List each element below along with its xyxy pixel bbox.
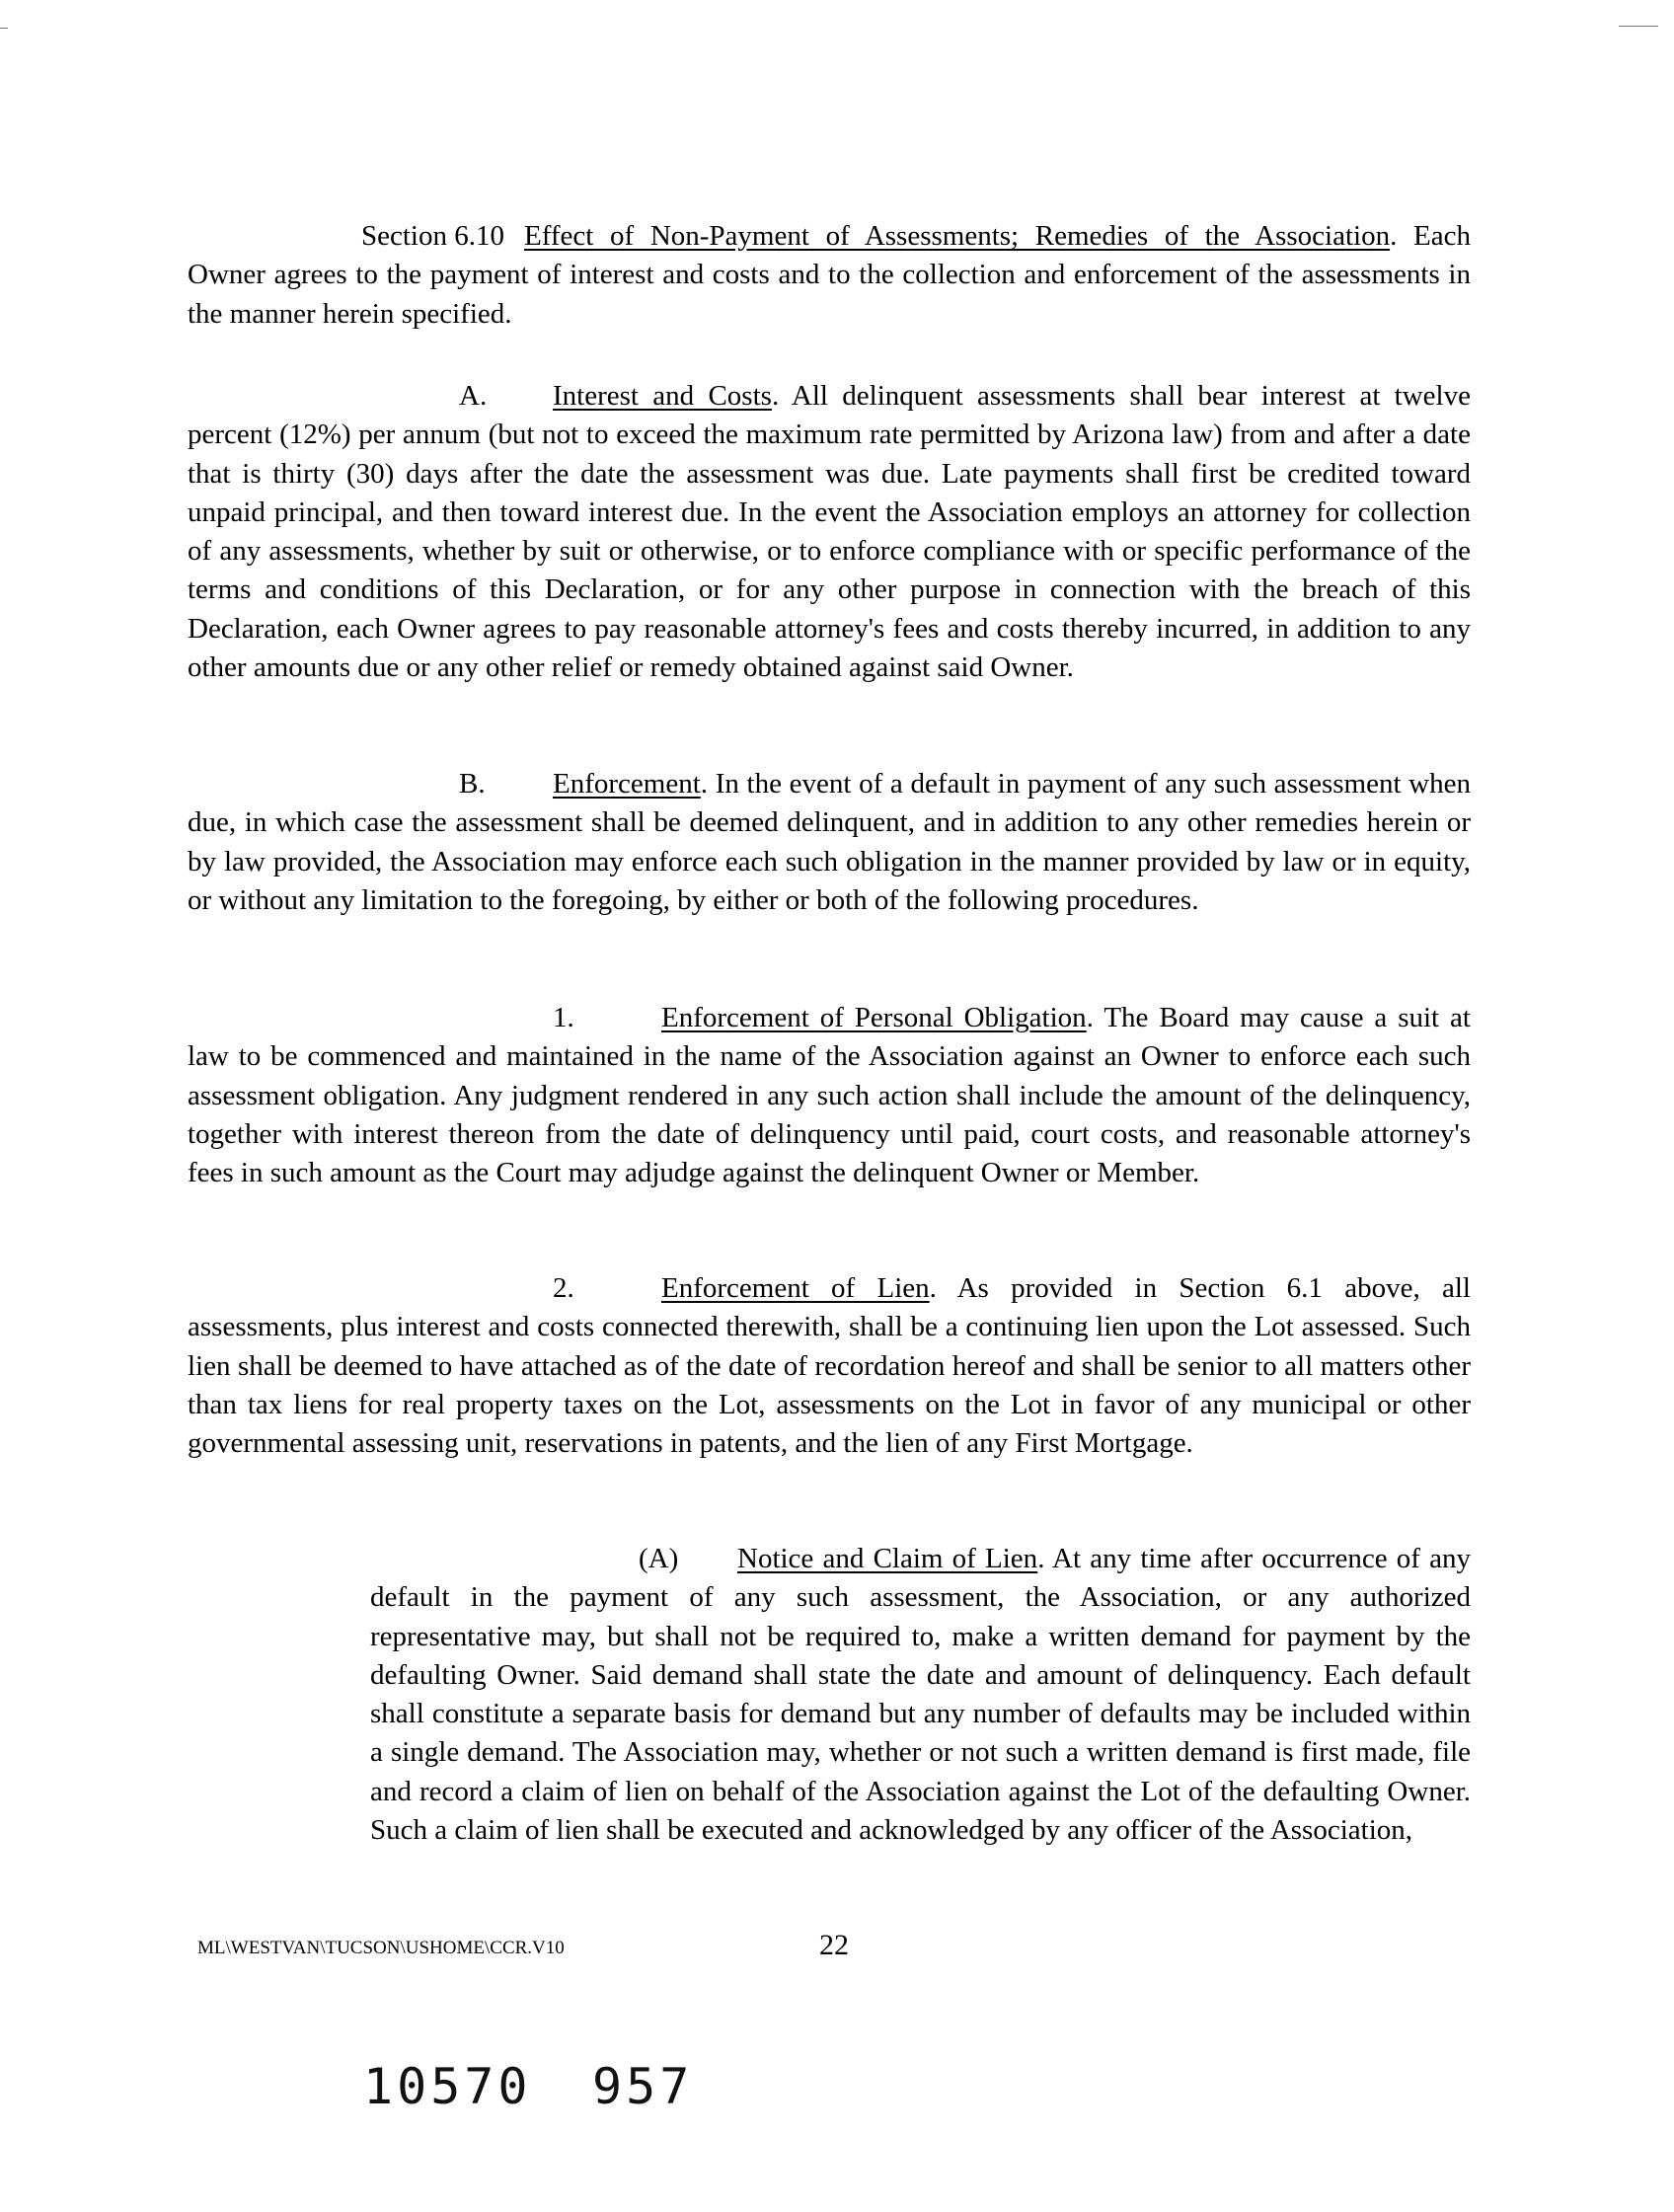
- item-a-paragraph: [188, 377, 1471, 687]
- item-2-paragraph: [188, 1269, 1471, 1463]
- item-2a-paragraph: [370, 1540, 1471, 1850]
- recording-page-number: 957: [592, 2058, 694, 2115]
- item-1-heading-period: .: [1086, 1002, 1094, 1033]
- section-heading: Effect of Non-Payment of Assessments; Remedies of the Association: [524, 220, 1391, 252]
- item-b-body: In the event of a default in payment of any such assessment when due, in which case the assessment shall be deemed delinquent, and in addition to any other remedies herein or by law provided, the Association may enforce each such obligation in the manner provided by law or in equity, or without any limitation to the foregoing, by either or both of the following procedures.: [188, 768, 1471, 916]
- item-b-paragraph: [188, 765, 1471, 920]
- item-2-heading: Enforcement of Lien: [661, 1272, 930, 1304]
- item-2-heading-period: .: [929, 1272, 937, 1304]
- item-1-body: The Board may cause a suit at law to be commenced and maintained in the name of the Association against an Owner to enforce each such assessment obligation. Any judgment rendered in any such action shall include the amount of the delinquency, together with interest thereon from the date of delinquency until paid, court costs, and reasonable attorney's fees in such amount as the Court may adjudge against the delinquent Owner or Member.: [188, 1002, 1471, 1189]
- item-2a-body: At any time after occurrence of any default in the payment of any such assessment, the Association, or any authorized representative may, but shall not be required to, make a written demand for payment by the defaulting Owner. Said demand shall state the date and amount of delinquency. Each default shall constitute a separate basis for demand but any number of defaults may be included within a single demand. The Association may, whether or not such a written demand is first made, file and record a claim of lien on behalf of the Association against the Lot of the defaulting Owner. Such a claim of lien shall be executed and acknowledged by any officer of the Association,: [370, 1543, 1471, 1847]
- recording-docket-number: 10570: [363, 2058, 532, 2115]
- section-heading-period: .: [1390, 220, 1398, 252]
- item-a-heading: Interest and Costs: [553, 380, 772, 412]
- item-2-marker: 2.: [553, 1272, 574, 1304]
- item-2a-heading: Notice and Claim of Lien: [737, 1543, 1038, 1574]
- scan-mark: [0, 28, 8, 29]
- section-6-10-paragraph: [188, 217, 1471, 334]
- item-1-heading: Enforcement of Personal Obligation: [661, 1002, 1087, 1033]
- item-a-body: All delinquent assessments shall bear interest at twelve percent (12%) per annum (but not to exceed the maximum rate permitted by Arizona law) from and after a date that is thirty (30) days after the date the assessment was due. Late payments shall first be credited toward unpaid principal, and then toward interest due. In the event the Association employs an attorney for collection of any assessments, whether by suit or otherwise, or to enforce compliance with or specific performance of the terms and conditions of this Declaration, or for any other purpose in connection with the breach of this Declaration, each Owner agrees to pay reasonable attorney's fees and costs thereby incurred, in addition to any other amounts due or any other relief or remedy obtained against said Owner.: [188, 380, 1471, 684]
- item-a-marker: A.: [459, 380, 488, 412]
- item-2a-marker: (A): [639, 1543, 679, 1574]
- item-2-body: As provided in Section 6.1 above, all assessments, plus interest and costs connected therewith, shall be a continuing lien upon the Lot assessed. Such lien shall be deemed to have attached as of the date of recordation hereof and shall be senior to all matters other than tax liens for real property taxes on the Lot, assessments on the Lot in favor of any municipal or other governmental assessing unit, reservations in patents, and the lien of any First Mortgage.: [188, 1272, 1471, 1460]
- item-b-heading-period: .: [700, 768, 709, 800]
- item-b-marker: B.: [459, 768, 486, 800]
- section-number: Section 6.10: [361, 220, 504, 252]
- item-1-paragraph: [188, 999, 1471, 1192]
- item-a-heading-period: .: [771, 380, 780, 412]
- item-2a-heading-period: .: [1037, 1543, 1045, 1574]
- section-body: Each Owner agrees to the payment of interest and costs and to the collection and enforcement of the assessments in the manner herein specified.: [188, 220, 1471, 330]
- page-number: 22: [819, 1929, 849, 1961]
- item-1-marker: 1.: [553, 1002, 574, 1033]
- item-b-heading: Enforcement: [553, 768, 701, 800]
- scan-mark: [1619, 26, 1658, 27]
- footer-file-path: ML\WESTVAN\TUCSON\USHOME\CCR.V10: [197, 1938, 565, 1958]
